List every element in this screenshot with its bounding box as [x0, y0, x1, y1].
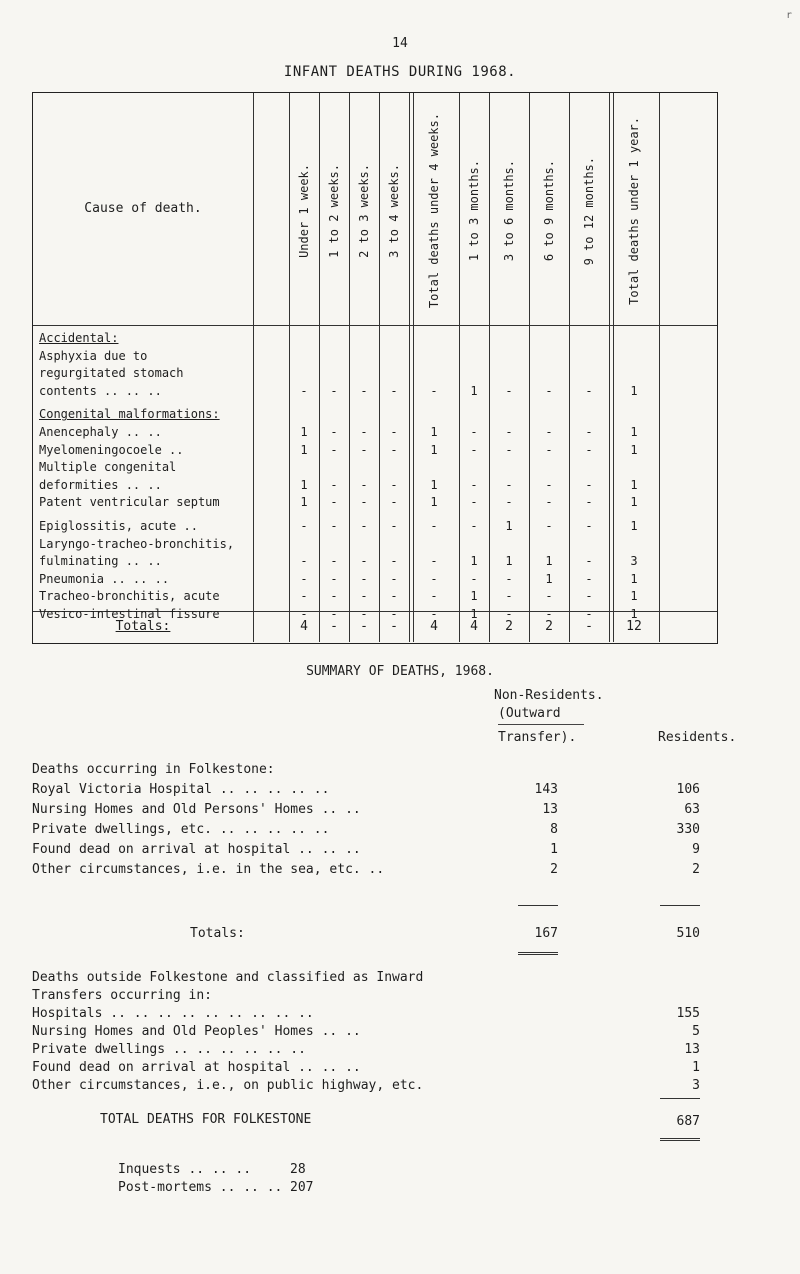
section2-row-label: Other circumstances, i.e., on public highway, etc. — [32, 1078, 424, 1093]
table-cell: - — [330, 495, 338, 510]
table-cell: 1 — [630, 519, 638, 533]
section1-row-nonres: 143 — [534, 782, 558, 797]
table-cell: - — [360, 495, 368, 510]
table-title: INFANT DEATHS DURING 1968. — [283, 64, 517, 80]
cause-label: Laryngo-tracheo-bronchitis, — [39, 536, 235, 551]
table-cell: - — [585, 571, 593, 586]
table-cell: 1 — [630, 477, 638, 492]
table-cell: - — [300, 554, 308, 569]
table-cell: 1 — [545, 554, 553, 569]
table-cell: - — [585, 477, 593, 492]
column-header — [489, 101, 529, 321]
section1-row-nonres: 2 — [550, 862, 558, 877]
table-cell: - — [360, 442, 368, 457]
postmortems-value: 207 — [290, 1180, 314, 1195]
nonresidents-rule — [498, 724, 584, 725]
grand-total-rule — [660, 1098, 700, 1099]
table-cell: - — [585, 554, 593, 569]
section1-title: Deaths occurring in Folkestone: — [32, 762, 275, 777]
totals-cell: 2 — [505, 619, 513, 634]
table-cell: - — [505, 495, 513, 510]
summary-totals-res: 510 — [676, 926, 700, 941]
table-cell: - — [390, 477, 398, 492]
table-cell: 1 — [300, 425, 308, 439]
table-cell: - — [390, 554, 398, 569]
table-cell: 1 — [630, 495, 638, 510]
section2-row-value: 13 — [684, 1042, 700, 1057]
table-cell: - — [330, 607, 338, 621]
table-cell: - — [390, 519, 398, 533]
table-cell: 1 — [430, 495, 438, 510]
table-cell: 1 — [630, 425, 638, 439]
summary-title: SUMMARY OF DEATHS, 1968. — [306, 664, 494, 679]
table-cell: - — [505, 477, 513, 492]
table-cell: 1 — [430, 425, 438, 439]
section2-row-label: Hospitals .. .. .. .. .. .. .. .. .. — [32, 1006, 314, 1021]
nonresidents-header-2: (Outward — [498, 706, 561, 721]
cause-label: fulminating .. .. — [39, 554, 162, 569]
table-cell: - — [390, 571, 398, 586]
residents-header: Residents. — [658, 730, 737, 745]
table-cell: - — [360, 477, 368, 492]
table-cell: 1 — [300, 477, 308, 492]
table-cell: - — [585, 607, 593, 621]
table-cell: 1 — [505, 554, 513, 569]
table-cell: - — [360, 425, 368, 439]
table-cell: 1 — [430, 477, 438, 492]
totals-cell: - — [360, 619, 368, 634]
table-cell: 1 — [470, 589, 478, 604]
table-cell: - — [585, 589, 593, 604]
column-header-text: Under 1 week. — [297, 164, 311, 258]
page-number: 14 — [392, 36, 408, 51]
section1-row-label: Royal Victoria Hospital .. .. .. .. .. — [32, 782, 330, 797]
totals-cell: 4 — [430, 619, 438, 634]
cause-label: Accidental: — [39, 331, 119, 345]
table-cell: - — [360, 383, 368, 398]
column-header — [379, 101, 409, 321]
totals-cell: - — [390, 619, 398, 634]
cause-label: Asphyxia due to — [39, 348, 148, 363]
section1-row-res: 9 — [692, 842, 700, 857]
section2-row-value: 5 — [692, 1024, 700, 1039]
cause-label: Tracheo-bronchitis, acute — [39, 589, 220, 604]
table-cell: 1 — [630, 442, 638, 457]
table-cell: - — [300, 589, 308, 604]
section1-row-res: 106 — [676, 782, 700, 797]
cause-label: Epiglossitis, acute .. — [39, 519, 198, 533]
column-header-text: 1 to 2 weeks. — [327, 164, 341, 258]
cause-label: deformities .. .. — [39, 477, 162, 492]
table-cell: 1 — [300, 442, 308, 457]
column-header-text: Total deaths under 1 year. — [627, 117, 641, 305]
table-cell: - — [505, 589, 513, 604]
table-cell: - — [330, 442, 338, 457]
table-cell: - — [430, 519, 438, 533]
column-header — [609, 101, 659, 321]
table-cell: 1 — [505, 519, 513, 533]
section1-row-res: 2 — [692, 862, 700, 877]
table-cell: - — [330, 554, 338, 569]
table-cell: - — [390, 607, 398, 621]
column-header — [289, 101, 319, 321]
totals-cell: 2 — [545, 619, 553, 634]
table-cell: 1 — [630, 571, 638, 586]
column-header-text: 3 to 4 weeks. — [387, 164, 401, 258]
table-cell: 1 — [630, 589, 638, 604]
section1-row-nonres: 8 — [550, 822, 558, 837]
section2-row-value: 3 — [692, 1078, 700, 1093]
section2-row-label: Nursing Homes and Old Peoples' Homes .. .. — [32, 1024, 361, 1039]
table-cell: - — [505, 383, 513, 398]
cause-label: Anencephaly .. .. — [39, 425, 162, 439]
table-cell: - — [470, 442, 478, 457]
section1-row-label: Other circumstances, i.e. in the sea, etc. .. — [32, 862, 385, 877]
table-cell: 1 — [545, 571, 553, 586]
cause-label: Patent ventricular septum — [39, 495, 220, 510]
section1-row-label: Nursing Homes and Old Persons' Homes .. .. — [32, 802, 361, 817]
inquests-label: Inquests .. .. .. — [118, 1162, 252, 1177]
header-divider — [33, 325, 717, 326]
section2-row-value: 1 — [692, 1060, 700, 1075]
table-cell: - — [330, 477, 338, 492]
section2-title: Deaths outside Folkestone and classified as Inward — [32, 970, 424, 985]
table-cell: - — [545, 589, 553, 604]
table-cell: - — [545, 607, 553, 621]
section1-row-label: Private dwellings, etc. .. .. .. .. .. — [32, 822, 330, 837]
column-header-text: 2 to 3 weeks. — [357, 164, 371, 258]
table-cell: - — [390, 589, 398, 604]
table-cell: - — [360, 607, 368, 621]
table-cell: - — [330, 519, 338, 533]
totals-cell: - — [585, 619, 593, 634]
table-cell: 1 — [470, 383, 478, 398]
table-cell: - — [390, 442, 398, 457]
corner-mark: r — [786, 10, 793, 21]
table-cell: 1 — [470, 554, 478, 569]
column-header-text: 3 to 6 months. — [502, 160, 516, 262]
cause-label: contents .. .. .. — [39, 383, 162, 398]
table-cell: - — [585, 383, 593, 398]
table-cell: - — [430, 571, 438, 586]
summary-totals-label: Totals: — [190, 926, 245, 941]
totals-cell: 4 — [300, 619, 308, 634]
section2-row-value: 155 — [676, 1006, 700, 1021]
table-cell: - — [585, 442, 593, 457]
section2-row-label: Private dwellings .. .. .. .. .. .. — [32, 1042, 306, 1057]
column-header-text: 1 to 3 months. — [467, 160, 481, 262]
table-cell: - — [300, 571, 308, 586]
column-header-text: 9 to 12 months. — [582, 156, 596, 266]
table-cell: - — [330, 425, 338, 439]
table-cell: - — [470, 571, 478, 586]
section1-row-res: 330 — [676, 822, 700, 837]
table-cell: - — [360, 589, 368, 604]
section1-row-nonres: 1 — [550, 842, 558, 857]
table-cell: - — [360, 519, 368, 533]
column-header — [529, 101, 569, 321]
cause-label: Pneumonia .. .. .. — [39, 571, 170, 586]
cause-of-death-header: Cause of death. — [84, 201, 202, 216]
table-cell: - — [430, 554, 438, 569]
nonresidents-header-3: Transfer). — [498, 730, 577, 745]
section2-row-label: Found dead on arrival at hospital .. .. .. — [32, 1060, 361, 1075]
table-cell: - — [545, 477, 553, 492]
grand-total-label: TOTAL DEATHS FOR FOLKESTONE — [100, 1112, 312, 1127]
postmortems-label: Post-mortems .. .. .. — [118, 1180, 283, 1195]
table-cell: - — [545, 442, 553, 457]
cause-label: regurgitated stomach — [39, 366, 184, 381]
table-cell: - — [300, 607, 308, 621]
table-cell: - — [390, 425, 398, 439]
table-cell: - — [585, 519, 593, 533]
totals-rule-res — [660, 905, 700, 906]
table-cell: - — [470, 425, 478, 439]
inquests-value: 28 — [290, 1162, 306, 1177]
cause-label: Congenital malformations: — [39, 407, 220, 422]
table-cell: - — [330, 383, 338, 398]
grand-total-double-rule — [660, 1138, 700, 1143]
section1-row-label: Found dead on arrival at hospital .. .. .. — [32, 842, 361, 857]
grand-total-value: 687 — [676, 1114, 700, 1129]
table-cell: - — [360, 571, 368, 586]
table-cell: - — [505, 425, 513, 439]
column-header-text: Total deaths under 4 weeks. — [427, 113, 441, 309]
table-cell: 1 — [630, 607, 638, 621]
column-divider — [253, 93, 254, 642]
table-cell: - — [390, 383, 398, 398]
table-cell: - — [430, 589, 438, 604]
table-cell: - — [585, 425, 593, 439]
summary-totals-nonres: 167 — [534, 926, 558, 941]
table-cell: - — [330, 571, 338, 586]
table-cell: - — [430, 607, 438, 621]
column-header — [409, 101, 459, 321]
column-header — [319, 101, 349, 321]
table-cell: 1 — [470, 607, 478, 621]
totals-cell: - — [330, 619, 338, 634]
section1-row-nonres: 13 — [542, 802, 558, 817]
section2-subtitle: Transfers occurring in: — [32, 988, 213, 1003]
table-cell: - — [545, 495, 553, 510]
section1-row-res: 63 — [684, 802, 700, 817]
column-header — [569, 101, 609, 321]
table-cell: - — [470, 495, 478, 510]
table-cell: 1 — [300, 495, 308, 510]
totals-cell: 12 — [626, 619, 642, 634]
table-cell: 1 — [630, 383, 638, 398]
table-cell: - — [505, 607, 513, 621]
table-cell: 1 — [430, 442, 438, 457]
table-cell: - — [505, 571, 513, 586]
nonresidents-header-1: Non-Residents. — [494, 688, 604, 703]
table-cell: - — [545, 383, 553, 398]
table-cell: - — [300, 519, 308, 533]
totals-cell: 4 — [470, 619, 478, 634]
table-cell: - — [390, 495, 398, 510]
column-header — [459, 101, 489, 321]
totals-rule-nonres — [518, 905, 558, 906]
column-header-text: 6 to 9 months. — [542, 160, 556, 262]
cause-label: Vesico-intestinal fissure — [39, 607, 220, 621]
column-divider — [659, 93, 660, 642]
table-cell: - — [470, 477, 478, 492]
table-cell: - — [585, 495, 593, 510]
table-cell: - — [430, 383, 438, 398]
table-cell: 3 — [630, 554, 638, 569]
table-cell: - — [505, 442, 513, 457]
table-cell: - — [470, 519, 478, 533]
infant-deaths-table — [32, 92, 718, 644]
table-cell: - — [545, 425, 553, 439]
totals-label: Totals: — [115, 619, 171, 634]
cause-label: Multiple congenital — [39, 460, 177, 475]
table-cell: - — [545, 519, 553, 533]
table-cell: - — [330, 589, 338, 604]
column-header — [349, 101, 379, 321]
table-cell: - — [360, 554, 368, 569]
totals-double-rule — [518, 952, 558, 957]
cause-label: Myelomeningocoele .. — [39, 442, 184, 457]
table-cell: - — [300, 383, 308, 398]
